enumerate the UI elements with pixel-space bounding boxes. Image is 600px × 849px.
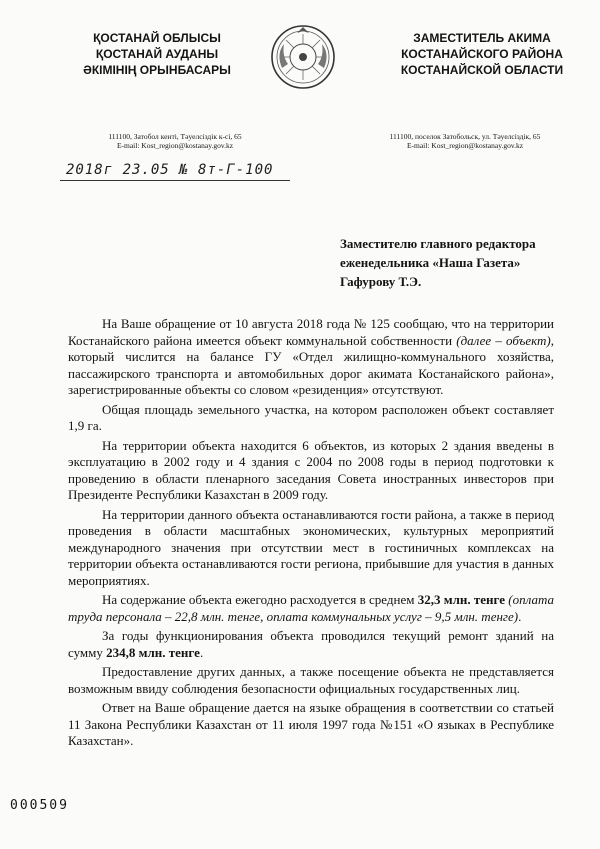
header-russian (392, 30, 572, 78)
address-kazakh-street: 111100, Затобол кенті, Тәуелсіздік к-сі, 65 (108, 132, 242, 141)
paragraph-5-bold: 32,3 млн. тенге (417, 592, 506, 607)
paragraph-3: На территории объекта находится 6 объектов, из которых 2 здания введены в эксплуатацию в 2002 году и 4 здания с 2004 по 2008 годы в период подготовки к проведению в области пленарного заседания Совета иностранных инвесторов при Президенте Республики Казахстан в 2009 году. (68, 437, 554, 502)
paragraph-6-tail: . (199, 644, 204, 660)
paragraph-7: Предоставление других данных, а также посещение объекта не представляется возможным ввиду соблюдения безопасности официальных государственных лиц. (68, 664, 554, 696)
header-kazakh-line-2: ҚОСТАНАЙ АУДАНЫ (95, 47, 219, 61)
paragraph-1-italic: (далее – объект) (456, 332, 551, 348)
addressee-line-3: Гафурову Т.Э. (340, 274, 422, 289)
address-kazakh-email: E-mail: Kost_region@kostanay.gov.kz (116, 141, 234, 150)
registration-underline (60, 180, 290, 181)
paragraph-6 (68, 628, 554, 661)
address-russian (360, 132, 570, 150)
paragraph-5-text: На содержание объекта ежегодно расходуется в среднем (102, 592, 418, 607)
addressee-line-1: Заместителю главного редактора (340, 236, 536, 251)
letter-body (68, 316, 554, 753)
state-emblem-icon (270, 24, 336, 90)
address-kazakh (70, 132, 280, 150)
paragraph-5-italic: (оплата труда персонала – 22,8 млн. тенге, оплата коммунальных услуг – 9,5 млн. тенге) (68, 592, 554, 624)
paragraph-6-bold: 234,8 млн. тенге (106, 644, 200, 660)
header-kazakh (72, 30, 242, 78)
header-kazakh-line-3: ӘКІМІНІҢ ОРЫНБАСАРЫ (83, 63, 231, 77)
paragraph-5 (68, 592, 554, 625)
header-russian-line-2: КОСТАНАЙСКОГО РАЙОНА (401, 47, 563, 61)
document-number: 000509 (10, 798, 69, 813)
address-russian-street: 111100, поселок Затобольск, ул. Тәуелсіздік, 65 (389, 132, 541, 141)
paragraph-2: Общая площадь земельного участка, на котором расположен объект составляет 1,9 га. (68, 401, 554, 433)
header-kazakh-line-1: ҚОСТАНАЙ ОБЛЫСЫ (93, 31, 221, 45)
paragraph-4: На территории данного объекта останавливаются гости района, а также в период проведения в области масштабных экономических, культурных мероприятий международного значения при отсутствии мест в гостиничных комплексах на территории объекта останавливаются гости региона, прибывшие для участия в данных мероприятиях. (68, 506, 554, 588)
addressee-line-2: еженедельника «Наша Газета» (340, 255, 521, 270)
paragraph-6-text: За годы функционирования объекта проводился текущий ремонт зданий на сумму (68, 628, 554, 660)
paragraph-1-text: На Ваше обращение от 10 августа 2018 года № 125 сообщаю, что на территории Костанайского района имеется объект коммунальной собственности (68, 316, 554, 348)
paragraph-8: Ответ на Ваше обращение дается на языке обращения в соответствии со статьей 11 Закона Республики Казахстан от 11 июля 1997 года №151 «О языках в Республике Казахстан». (68, 700, 554, 748)
paragraph-1-rest: , который числится на балансе ГУ «Отдел жилищно-коммунального хозяйства, пассажирского транспорта и автомобильных дорог акимата Костанайского района», зарегистрированные объекты со словом «резиденция» отсутствуют. (68, 332, 554, 397)
header-russian-line-1: ЗАМЕСТИТЕЛЬ АКИМА (413, 31, 551, 45)
registration-number: 2018г 23.05 № 8т-Г-100 (66, 162, 274, 178)
header-russian-line-3: КОСТАНАЙСКОЙ ОБЛАСТИ (400, 63, 564, 77)
addressee (340, 234, 536, 291)
registration-line (60, 160, 290, 188)
paragraph-5-tail: . (518, 608, 522, 624)
address-russian-email: E-mail: Kost_region@kostanay.gov.kz (406, 141, 524, 150)
paragraph-1 (68, 316, 554, 399)
